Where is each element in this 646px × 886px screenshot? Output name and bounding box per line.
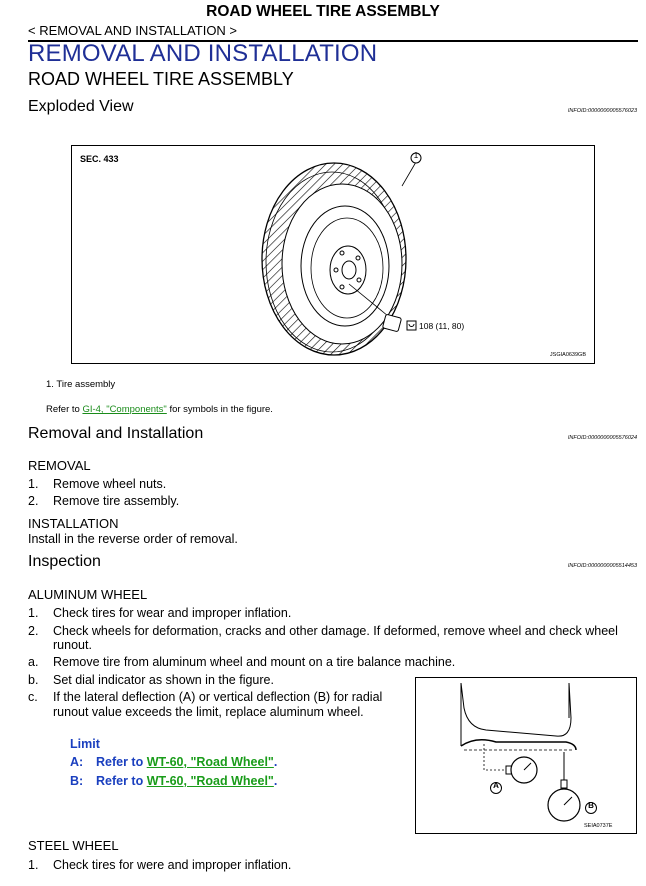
exploded-view-heading: Exploded View [28, 98, 134, 115]
inspection-step-num: c. [28, 690, 38, 704]
inspection-info-id: INFOID:0000000005514453 [567, 563, 637, 569]
figure-code-2: SEIA0737E [584, 823, 613, 829]
inspection-step-num: b. [28, 673, 39, 687]
inspection-step-text-cont: runout value exceeds the limit, replace aluminum wheel. [53, 705, 364, 719]
torque-value: 108 (11, 80) [419, 321, 465, 331]
figure-sec-label: SEC. 433 [80, 154, 119, 164]
symbols-reference [46, 404, 273, 415]
dial-indicator-figure [415, 677, 637, 834]
inspection-step-num: 1. [28, 606, 39, 620]
inspection-step-text: Check wheels for deformation, cracks and other damage. If deformed, remove wheel and check wheel [53, 624, 618, 638]
rim-profile-icon [461, 683, 571, 736]
limit-label: Limit [70, 737, 100, 751]
road-wheel-link-a[interactable]: WT-60, "Road Wheel" [146, 755, 274, 769]
limit-b-suffix: . [273, 774, 278, 788]
installation-title: INSTALLATION [28, 516, 119, 531]
breadcrumb[interactable]: < REMOVAL AND INSTALLATION > [28, 23, 238, 38]
figure-label-b: B [588, 801, 594, 810]
section-title: REMOVAL AND INSTALLATION [28, 40, 378, 67]
steel-step-num: 1. [28, 858, 39, 872]
limit-a-suffix: . [273, 755, 278, 769]
removal-info-id: INFOID:0000000005576024 [567, 435, 637, 441]
inspection-step-num: a. [28, 655, 39, 669]
page-header-title: ROAD WHEEL TIRE ASSEMBLY [206, 3, 440, 20]
wheel-runout-illustration [416, 678, 636, 833]
aluminum-wheel-title: ALUMINUM WHEEL [28, 587, 148, 602]
removal-installation-heading: Removal and Installation [28, 425, 204, 442]
wheel-nut-icon [382, 314, 401, 332]
road-wheel-link-b[interactable]: WT-60, "Road Wheel" [146, 774, 274, 788]
inspection-step-text: Remove tire from aluminum wheel and mount on a tire balance machine. [53, 655, 456, 669]
removal-step-num: 1. [28, 477, 39, 491]
inspection-heading: Inspection [28, 553, 101, 570]
refer-prefix: Refer to [46, 404, 83, 415]
torque-symbol-icon [407, 321, 416, 330]
limit-a-ref [96, 755, 277, 769]
figure-label-a: A [493, 781, 499, 790]
limit-b-ref [96, 774, 277, 788]
limit-b-prefix: Refer to [96, 774, 147, 788]
exploded-view-figure [71, 145, 595, 364]
limit-b-label: B: [70, 774, 84, 788]
removal-step-text: Remove wheel nuts. [53, 477, 167, 491]
figure-code: JSGIA0639GB [549, 352, 586, 358]
removal-step-num: 2. [28, 494, 39, 508]
inspection-step-num: 2. [28, 624, 39, 638]
tire-illustration [72, 146, 594, 363]
removal-title: REMOVAL [28, 458, 91, 473]
inspection-step-text: Check tires for wear and improper inflation. [53, 606, 292, 620]
limit-a-label: A: [70, 755, 84, 769]
inspection-step-text: If the lateral deflection (A) or vertical deflection (B) for radial [53, 690, 383, 704]
inspection-step-text: Set dial indicator as shown in the figure. [53, 673, 274, 687]
steel-step-text: Check tires for were and improper inflation. [53, 858, 292, 872]
components-link[interactable]: GI-4, "Components" [82, 404, 167, 415]
removal-step-text: Remove tire assembly. [53, 494, 180, 508]
installation-text: Install in the reverse order of removal. [28, 532, 238, 546]
steel-wheel-title: STEEL WHEEL [28, 838, 119, 853]
section-subtitle: ROAD WHEEL TIRE ASSEMBLY [28, 69, 294, 89]
exploded-info-id: INFOID:0000000005576023 [567, 108, 637, 114]
limit-a-prefix: Refer to [96, 755, 147, 769]
figure-callout-1: 1 [413, 151, 419, 160]
refer-suffix: for symbols in the figure. [166, 404, 273, 415]
figure-legend: 1. Tire assembly [46, 379, 116, 390]
inspection-step-text-cont: runout. [53, 638, 92, 652]
